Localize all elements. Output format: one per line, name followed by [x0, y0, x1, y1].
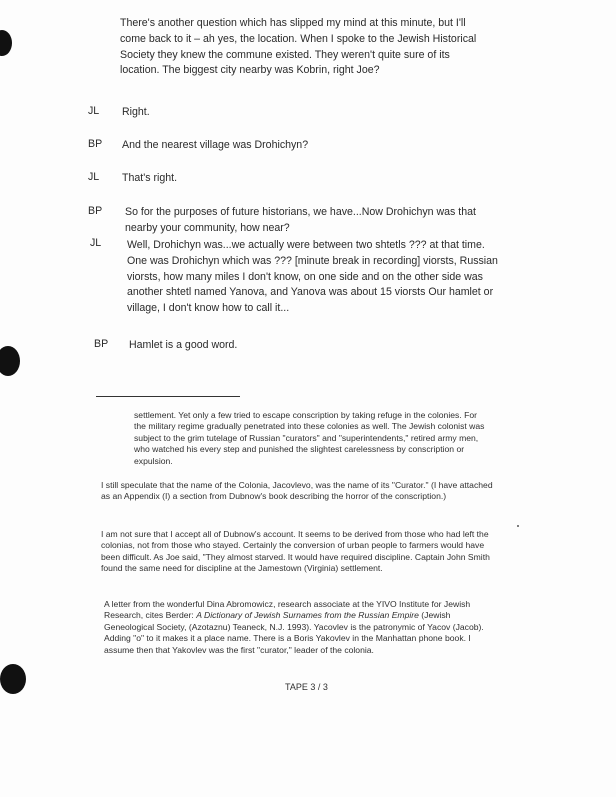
hole-punch-bottom — [0, 664, 26, 694]
dialogue-text: Hamlet is a good word. — [129, 339, 238, 351]
footnote-letter-text-1: A letter from the wonderful Dina Abromowicz, research associate at the YIVO Institute for Jewish Research, cites Berder: — [104, 599, 471, 621]
stray-mark — [517, 525, 519, 527]
page-label: TAPE 3 / 3 — [285, 682, 328, 692]
footnote-letter-book-title: A Dictionary of Jewish Surnames from the Russian Empire — [196, 610, 419, 621]
footnote-dubnow: I am not sure that I accept all of Dubnow's account. It seems to be derived from those who had left the colonias, not from those who stayed. Certainly the conversion of urban people to farmers would have been difficult. As Joe said, "They almost starved. It would have required discipline. Captain John Smith found the same need for discipline at the Jamestown (Virginia) settlement. — [101, 529, 490, 574]
footnote-curator: I still speculate that the name of the Colonia, Jacovlevo, was the name of its "Curator." (I have attached as an Appendix (I) a section from Dubnow's book describing the horror of the conscription.) — [101, 480, 493, 502]
speaker-label: BP — [88, 138, 103, 150]
hole-punch-top — [0, 30, 12, 56]
speaker-label: JL — [88, 105, 100, 117]
dialogue-text: Well, Drohichyn was...we actually were between two shtetls ??? at that time. One was Drohichyn which was ??? [minute break in recording] viorsts, Russian viorsts, how many miles I don't know, on one side and on the other side was another shtetl named Yanova, and Yanova was about 15 viorsts Our hamlet or village, I don't know how to call it... — [127, 239, 498, 315]
speaker-label: JL — [88, 171, 100, 183]
footnote-letter-text-2: (Jewish Geneological Society, (Azotaznu) Teaneck, N.J. 1993). Yacovlev is the patronymic of Yacov (Jacob). Adding "o" to it makes it a place name. There is a Boris Yakovlev in the Manhattan phone book. I assume then that Yakovlev was the first "curator," leader of the colonia. — [104, 610, 484, 655]
dialogue-text: That's right. — [122, 172, 178, 184]
speaker-label: JL — [90, 237, 102, 249]
dialogue-text: And the nearest village was Drohichyn? — [122, 139, 309, 151]
speaker-label: BP — [94, 338, 109, 350]
dialogue-text: So for the purposes of future historians, we have...Now Drohichyn was that nearby your community, how near? — [125, 206, 476, 234]
dialogue-text: Right. — [122, 106, 150, 118]
footnote-continuation: settlement. Yet only a few tried to escape conscription by taking refuge in the colonies. For the military regime gradually penetrated into these colonies as well. The Jewish colonist was subject to the grim tutelage of Russian "curators" and "superintendents," retired army men, who watched his every step and punished the slightest carelessness by conscription or expulsion. — [134, 410, 485, 466]
speaker-label: BP — [88, 205, 103, 217]
intro-paragraph: There's another question which has slipped my mind at this minute, but I'll come back to it – ah yes, the location. When I spoke to the Jewish Historical Society they knew the commune existed. They weren't quite sure of its location. The biggest city nearby was Kobrin, right Joe? — [120, 17, 477, 77]
footnote-letter — [104, 599, 500, 656]
hole-punch-middle — [0, 346, 20, 376]
footnote-separator — [96, 396, 240, 397]
